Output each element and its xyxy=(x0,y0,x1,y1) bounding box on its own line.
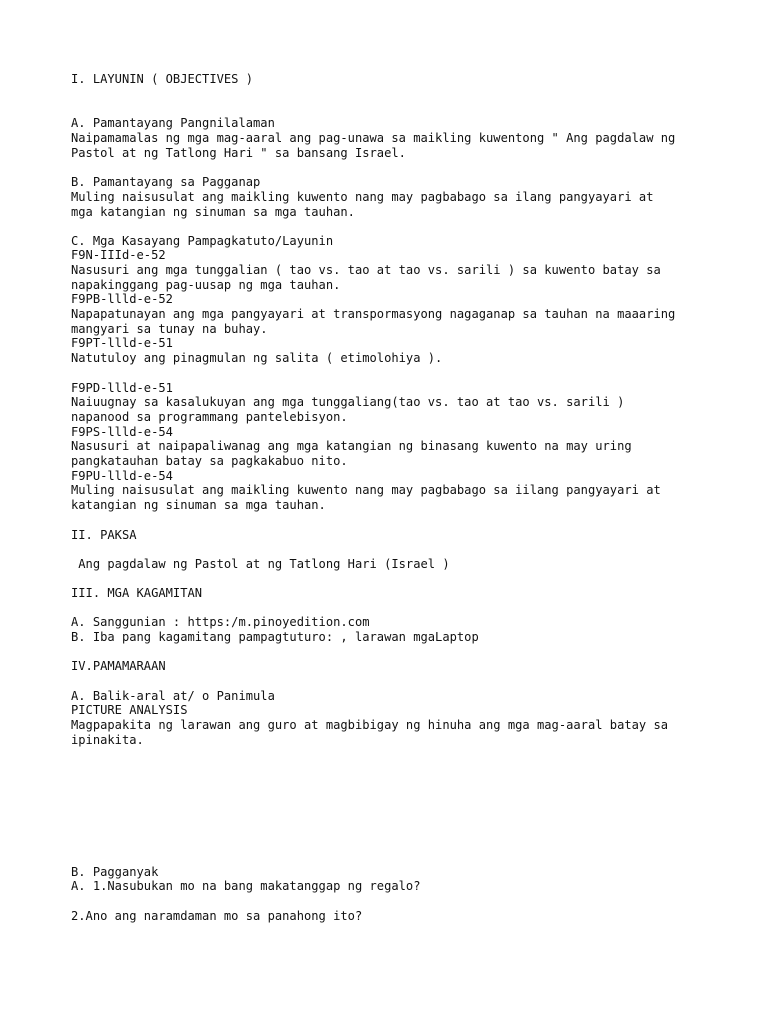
section-heading-paksa: II. PAKSA xyxy=(71,528,137,542)
text-line: napakinggang pag-uusap ng mga tauhan. xyxy=(71,278,341,292)
subheading-pamantayang-pagganap: B. Pamantayang sa Pagganap xyxy=(71,175,261,189)
section-heading-pamamaraan: IV.PAMAMARAAN xyxy=(71,659,166,673)
subheading-pagganyak: B. Pagganyak xyxy=(71,865,159,879)
materials-line: B. Iba pang kagamitang pampagtuturo: , larawan mgaLaptop xyxy=(71,630,479,644)
text-line: Napapatunayan ang mga pangyayari at transpormasyong nagaganap sa tauhan na maaaring xyxy=(71,307,676,321)
competency-code: F9PD-llld-e-51 xyxy=(71,381,173,395)
subheading-kasanayang-pampagkatuto: C. Mga Kasayang Pampagkatuto/Layunin xyxy=(71,234,334,248)
text-line: mga katangian ng sinuman sa mga tauhan. xyxy=(71,205,355,219)
section-heading-layunin: I. LAYUNIN ( OBJECTIVES ) xyxy=(71,72,254,86)
text-line: Muling naisusulat ang maikling kuwento nang may pagbabago sa iilang pangyayari at xyxy=(71,483,661,497)
text-line: katangian ng sinuman sa mga tauhan. xyxy=(71,498,326,512)
competency-code: F9PT-llld-e-51 xyxy=(71,336,173,350)
text-line: ipinakita. xyxy=(71,733,144,747)
text-line: Muling naisusulat ang maikling kuwento nang may pagbabago sa ilang pangyayari at xyxy=(71,190,654,204)
section-heading-kagamitan: III. MGA KAGAMITAN xyxy=(71,586,203,600)
subheading-picture-analysis: PICTURE ANALYSIS xyxy=(71,703,188,717)
text-line: napanood sa programmang pantelebisyon. xyxy=(71,410,348,424)
subheading-balik-aral: A. Balik-aral at/ o Panimula xyxy=(71,689,275,703)
text-line: Naipamamalas ng mga mag-aaral ang pag-unawa sa maikling kuwentong " Ang pagdalaw ng xyxy=(71,131,676,145)
text-line: Naiuugnay sa kasalukuyan ang mga tunggaliang(tao vs. tao at tao vs. sarili ) xyxy=(71,395,625,409)
text-line: mangyari sa tunay na buhay. xyxy=(71,322,268,336)
text-line: pangkatauhan batay sa pagkakabuo nito. xyxy=(71,454,348,468)
question-line: 2.Ano ang naramdaman mo sa panahong ito? xyxy=(71,909,363,923)
subheading-pamantayang-pangnilalaman: A. Pamantayang Pangnilalaman xyxy=(71,116,275,130)
text-line: Nasusuri ang mga tunggalian ( tao vs. tao at tao vs. sarili ) sa kuwento batay sa xyxy=(71,263,661,277)
text-line: Nasusuri at naipapaliwanag ang mga katangian ng binasang kuwento na may uring xyxy=(71,439,632,453)
text-line: Pastol at ng Tatlong Hari " sa bansang Israel. xyxy=(71,146,406,160)
competency-code: F9PS-llld-e-54 xyxy=(71,425,173,439)
topic-text: Ang pagdalaw ng Pastol at ng Tatlong Hari (Israel ) xyxy=(71,557,450,571)
competency-code: F9PB-llld-e-52 xyxy=(71,292,173,306)
competency-code: F9N-IIId-e-52 xyxy=(71,248,166,262)
text-line: Magpapakita ng larawan ang guro at magbibigay ng hinuha ang mga mag-aaral batay sa xyxy=(71,718,669,732)
reference-line: A. Sanggunian : https:/m.pinoyedition.com xyxy=(71,615,370,629)
competency-code: F9PU-llld-e-54 xyxy=(71,469,173,483)
question-line: A. 1.Nasubukan mo na bang makatanggap ng regalo? xyxy=(71,879,421,893)
text-line: Natutuloy ang pinagmulan ng salita ( etimolohiya ). xyxy=(71,351,443,365)
